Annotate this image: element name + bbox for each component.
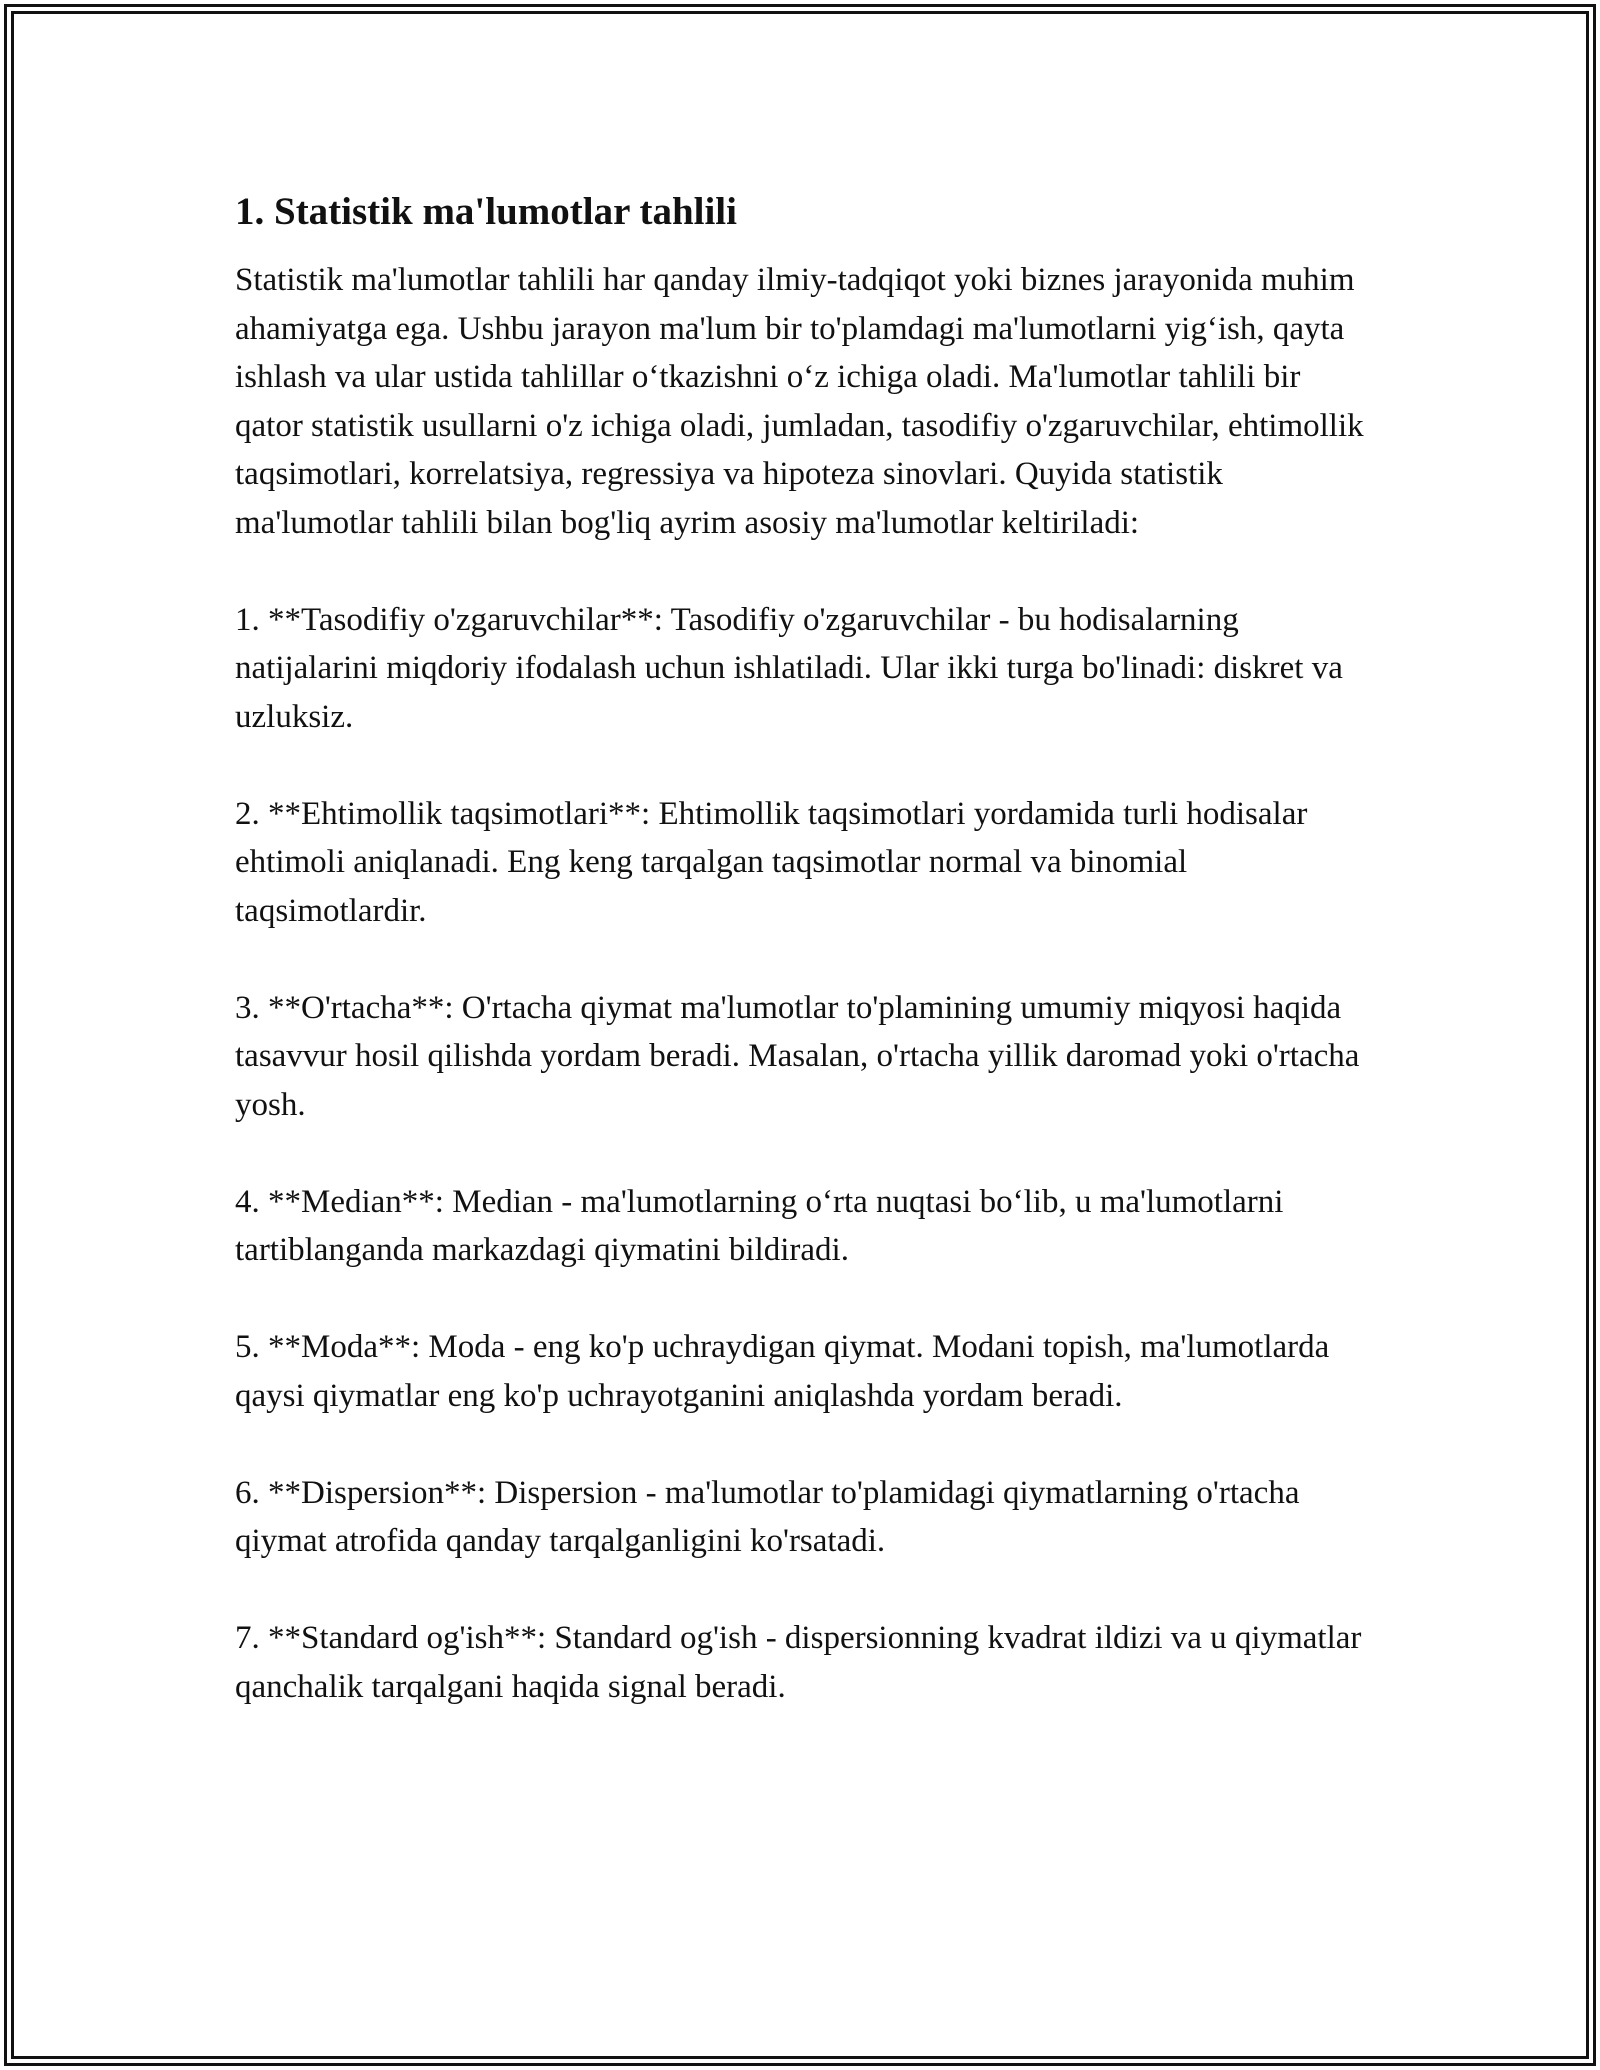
list-item-mode: 5. **Moda**: Moda - eng ko'p uchraydigan qiymat. Modani topish, ma'lumotlarda qaysi qiymatlar eng ko'p uchrayotganini aniqlashda yordam beradi. (235, 1329, 1330, 1414)
document-body (235, 184, 1375, 1711)
list-item-median: 4. **Median**: Median - ma'lumotlarning o‘rta nuqtasi bo‘lib, u ma'lumotlarni tartiblanganda markazdagi qiymatini bildiradi. (235, 1183, 1284, 1268)
list-item-probability-distributions: 2. **Ehtimollik taqsimotlari**: Ehtimollik taqsimotlari yordamida turli hodisalar ehtimoli aniqlanadi. Eng keng tarqalgan taqsimotlar normal va binomial taqsimotlardir. (235, 795, 1308, 929)
paragraph-gap (235, 1420, 1375, 1469)
paragraph-gap (235, 741, 1375, 790)
section-heading: 1. Statistik ma'lumotlar tahlili (235, 190, 737, 233)
list-item-standard-deviation: 7. **Standard og'ish**: Standard og'ish - dispersionning kvadrat ildizi va u qiymatlar qanchalik tarqalgani haqida signal beradi. (235, 1620, 1362, 1705)
list-item-mean: 3. **O'rtacha**: O'rtacha qiymat ma'lumotlar to'plamining umumiy miqyosi haqida tasavvur hosil qilishda yordam beradi. Masalan, o'rtacha yillik daromad yoki o'rtacha yosh. (235, 989, 1360, 1123)
paragraph-gap (235, 935, 1375, 984)
paragraph-gap (235, 1129, 1375, 1178)
paragraph-gap (235, 1275, 1375, 1324)
intro-paragraph: Statistik ma'lumotlar tahlili har qanday ilmiy-tadqiqot yoki biznes jarayonida muhim ahamiyatga ega. Ushbu jarayon ma'lum bir to'plamdagi ma'lumotlarni yig‘ish, qayta ishlash va ular ustida tahlillar o‘tkazishni o‘z ichiga oladi. Ma'lumotlar tahlili bir qator statistik usullarni o'z ichiga oladi, jumladan, tasodifiy o'zgaruvchilar, ehtimollik taqsimotlari, korrelatsiya, regressiya va hipoteza sinovlari. Quyida statistik ma'lumotlar tahlili bilan bog'liq ayrim asosiy ma'lumotlar keltiriladi: (235, 262, 1364, 541)
list-item-random-variables: 1. **Tasodifiy o'zgaruvchilar**: Tasodifiy o'zgaruvchilar - bu hodisalarning natijalarini miqdoriy ifodalash uchun ishlatiladi. Ular ikki turga bo'linadi: diskret va uzluksiz. (235, 601, 1343, 735)
paragraph-gap (235, 547, 1375, 596)
list-item-dispersion: 6. **Dispersion**: Dispersion - ma'lumotlar to'plamidagi qiymatlarning o'rtacha qiymat atrofida qanday tarqalganligini ko'rsatadi. (235, 1474, 1300, 1559)
paragraph-gap (235, 1566, 1375, 1615)
